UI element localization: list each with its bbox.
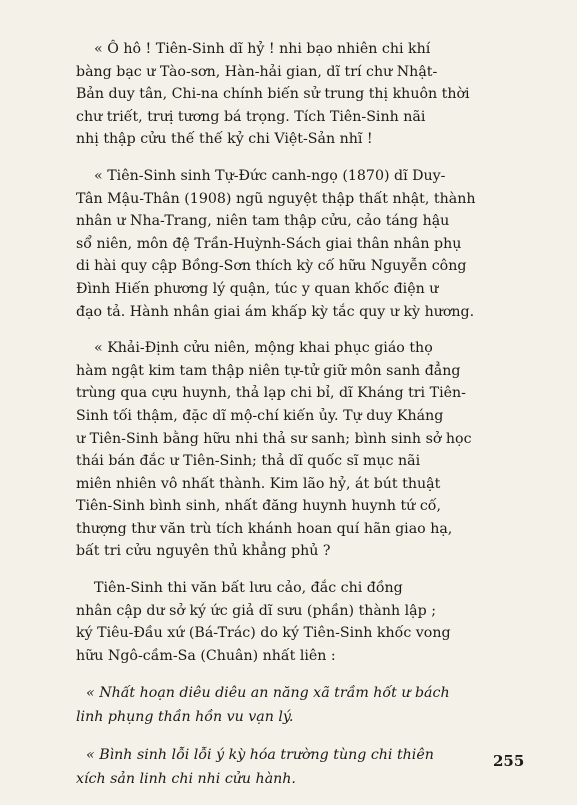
text-line: hữu Ngô-cầm-Sa (Chuân) nhất liên : [76, 647, 336, 664]
text-line: hàm ngật kim tam thập niên tự-tử giữ môn sanh đẳng [76, 362, 461, 379]
text-line: nhị thập cửu thế thế kỷ chi Việt-Sản nhĩ ! [76, 131, 373, 148]
quote-1 [76, 681, 526, 729]
text-line: đạo tả. Hành nhân giai ám khấp kỳ tắc quy ư kỳ hương. [76, 303, 475, 320]
text-line: « Khải-Định cửu niên, mộng khai phục giáo thọ [94, 340, 433, 357]
paragraph-2 [76, 165, 526, 323]
page-content [76, 38, 526, 805]
text-line: « Tiên-Sinh sinh Tự-Đức canh-ngọ (1870) dĩ Duy- [94, 167, 446, 184]
paragraph-3 [76, 337, 526, 563]
text-line: di hài quy cập Bồng-Sơn thích kỳ cố hữu Nguyễn công [76, 258, 467, 275]
text-line: « Ô hô ! Tiên-Sinh dĩ hỷ ! nhi bạo nhiên chi khí [94, 41, 431, 57]
text-line: sổ niên, môn đệ Trần-Huỳnh-Sách giai thân nhân phụ [76, 235, 462, 252]
text-line: Đình Hiến phương lý quận, túc y quan khốc điện ư [76, 280, 439, 297]
text-line: bất tri cửu nguyên thủ khẳng phủ ? [76, 543, 331, 560]
quote-2 [76, 743, 526, 791]
paragraph-4 [76, 577, 526, 667]
text-line: Tiên-Sinh bình sinh, nhất đăng huynh huynh tứ cố, [76, 498, 441, 515]
text-line: chư triết, trưị tương bá trọng. Tích Tiên-Sinh nãi [76, 108, 426, 125]
quote-line: « Nhất hoạn diêu diêu an năng xã trầm hốt ư bách [86, 685, 450, 702]
text-line: thái bán đắc ư Tiên-Sinh; thả dĩ quốc sĩ mục nãi [76, 453, 421, 470]
text-line: ký Tiêu-Đầu xứ (Bá-Trác) do ký Tiên-Sinh khốc vong [76, 625, 451, 642]
text-line: bàng bạc ư Tào-sơn, Hàn-hải gian, dĩ trí chư Nhật- [76, 63, 438, 80]
text-line: trùng qua cựu huynh, thả lạp chi bỉ, dĩ Kháng tri Tiên- [76, 385, 466, 402]
quote-line: « Bình sinh lỗi lỗi ý kỳ hóa trường tùng chi thiên [86, 747, 434, 764]
text-line: ư Tiên-Sinh bằng hữu nhi thả sư sanh; bình sinh sở học [76, 430, 472, 447]
text-line: miên nhiên vô nhất thành. Kim lão hỷ, át bút thuật [76, 475, 441, 492]
text-line: Sinh tối thậm, đặc dĩ mộ-chí kiến ủy. Tự duy Kháng [76, 407, 444, 424]
quote-line: xích sản linh chi nhi cửu hành. [76, 771, 296, 788]
text-line: nhân cập dư sở ký ức giả dĩ sưu (phần) thành lập ; [76, 602, 437, 619]
text-line: Tiên-Sinh thi văn bất lưu cảo, đắc chi đồng [94, 580, 403, 597]
page-number: 255 [493, 752, 525, 770]
text-line: nhân ư Nha-Trang, niên tam thập cửu, cảo táng hậu [76, 213, 450, 230]
text-line: thượng thư văn trù tích khánh hoan quí hãn giao hạ, [76, 520, 453, 537]
quote-line: linh phụng thần hồn vu vạn lý. [76, 709, 294, 726]
text-line: Tân Mậu-Thân (1908) ngũ nguyệt thập thất nhật, thành [76, 190, 476, 207]
paragraph-1 [76, 38, 526, 151]
text-line: Bản duy tân, Chi-na chính biến sử trung thị khuôn thời [76, 86, 470, 103]
